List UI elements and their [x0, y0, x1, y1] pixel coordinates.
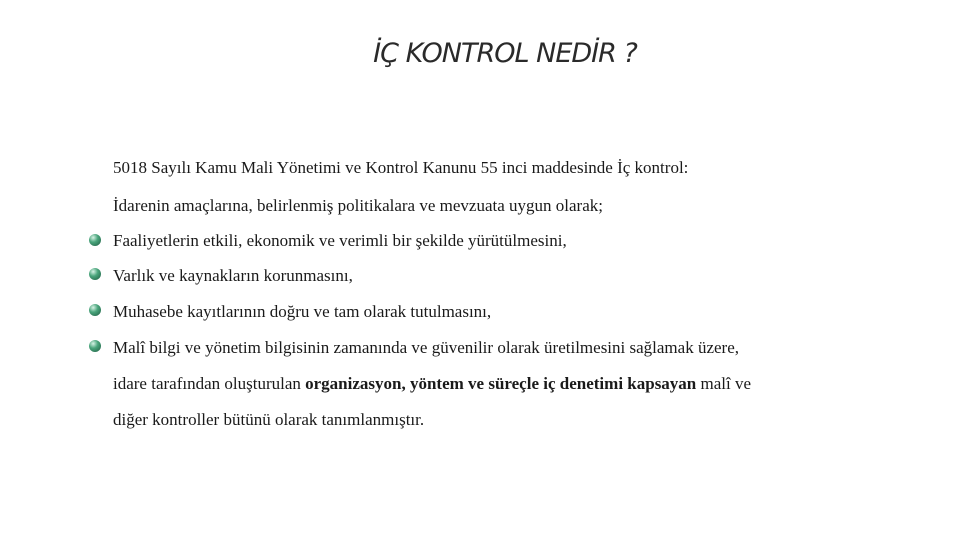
closing-line-1 [113, 374, 751, 394]
bullet-icon [89, 304, 101, 316]
list-item: Faaliyetlerin etkili, ekonomik ve verimli bir şekilde yürütülmesini, [113, 231, 567, 250]
list-item: Malî bilgi ve yönetim bilgisinin zamanında ve güvenilir olarak üretilmesini sağlamak üzere, [113, 338, 739, 357]
intro-line-1: 5018 Sayılı Kamu Mali Yönetimi ve Kontrol Kanunu 55 inci maddesinde İç kontrol: [113, 158, 689, 177]
closing-text-a: idare tarafından oluşturulan [113, 374, 306, 393]
closing-line-2: diğer kontroller bütünü olarak tanımlanmıştır. [113, 410, 425, 429]
page-title: İÇ KONTROL NEDİR ? [373, 38, 637, 69]
bullet-icon [89, 340, 101, 352]
intro-line-2: İdarenin amaçlarına, belirlenmiş politikalara ve mevzuata uygun olarak; [113, 196, 603, 215]
bullet-icon [89, 234, 101, 246]
list-item: Varlık ve kaynakların korunmasını, [113, 266, 353, 285]
closing-bold-text: organizasyon, yöntem ve süreçle iç denetimi kapsayan [305, 374, 697, 393]
closing-text-b: malî ve [696, 374, 752, 393]
list-item: Muhasebe kayıtlarının doğru ve tam olarak tutulmasını, [113, 302, 492, 321]
bullet-icon [89, 268, 101, 280]
